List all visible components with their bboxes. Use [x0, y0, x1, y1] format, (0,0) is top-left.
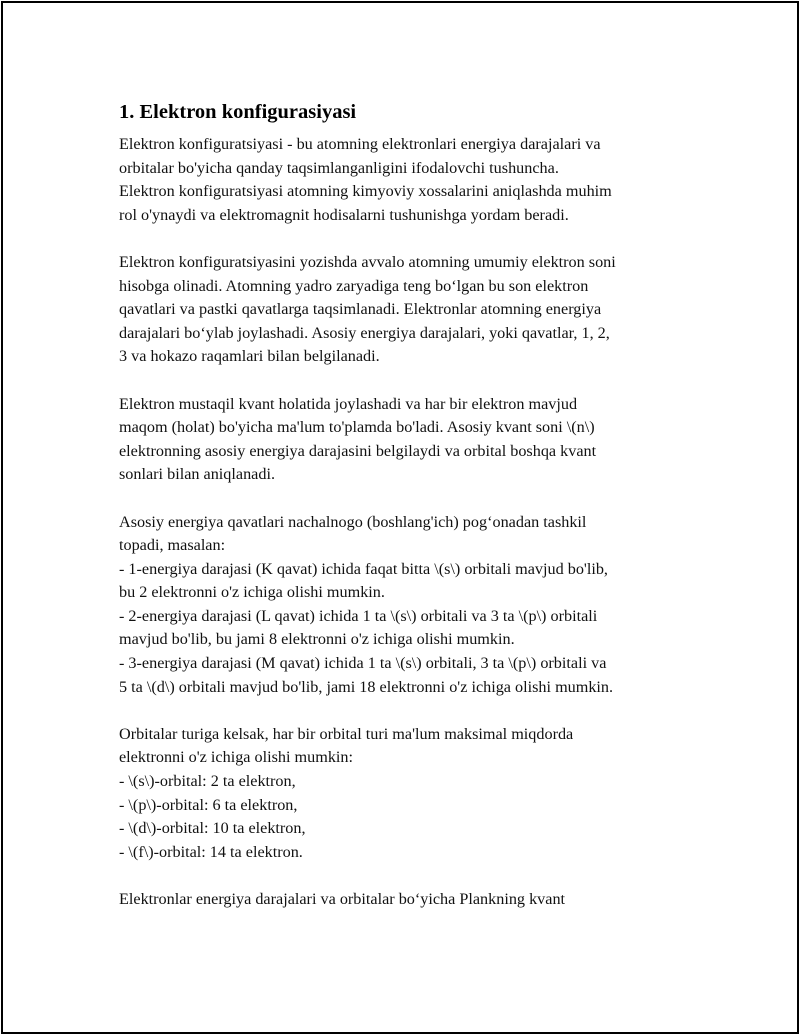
- list-item: - \(d\)-orbital: 10 ta elektron,: [119, 819, 306, 838]
- paragraph-planck: [119, 888, 699, 912]
- text-line: elektronning asosiy energiya darajasini belgilaydi va orbital boshqa kvant: [119, 441, 597, 460]
- text-line: Elektron mustaqil kvant holatida joylashadi va har bir elektron mavjud: [119, 394, 578, 413]
- list-item: - 1-energiya darajasi (K qavat) ichida faqat bitta \(s\) orbitali mavjud bo'lib,: [119, 559, 608, 578]
- paragraph-quantum-state: [119, 393, 699, 487]
- list-item: - \(f\)-orbital: 14 ta elektron.: [119, 842, 303, 861]
- document-page: [1, 1, 799, 1034]
- text-line: maqom (holat) bo'yicha ma'lum to'plamda bo'ladi. Asosiy kvant soni \(n\): [119, 418, 595, 437]
- list-item: - 2-energiya darajasi (L qavat) ichida 1 ta \(s\) orbitali va 3 ta \(p\) orbitali: [119, 606, 598, 625]
- text-line: Elektronlar energiya darajalari va orbitalar bo‘yicha Plankning kvant: [119, 890, 566, 908]
- text-line: hisobga olinadi. Atomning yadro zaryadiga teng bo‘lgan bu son elektron: [119, 276, 589, 295]
- text-line: bu 2 elektronni o'z ichiga olishi mumkin.: [119, 583, 385, 602]
- text-line: Elektron konfiguratsiyasi - bu atomning elektronlari energiya darajalari va: [119, 135, 601, 153]
- list-item: - 3-energiya darajasi (M qavat) ichida 1 ta \(s\) orbitali, 3 ta \(p\) orbitali va: [119, 654, 607, 673]
- text-line: Elektron konfiguratsiyasini yozishda avvalo atomning umumiy elektron soni: [119, 252, 616, 271]
- list-item: - \(p\)-orbital: 6 ta elektron,: [119, 795, 298, 814]
- paragraph-energy-levels: [119, 511, 699, 700]
- text-line: topadi, masalan:: [119, 536, 226, 555]
- paragraph-orbital-types: [119, 723, 699, 865]
- text-line: mavjud bo'lib, bu jami 8 elektronni o'z ichiga olishi mumkin.: [119, 630, 515, 649]
- text-line: qavatlari va pastki qavatlarga taqsimlanadi. Elektronlar atomning energiya: [119, 300, 602, 319]
- text-line: Asosiy energiya qavatlari nachalnogo (boshlang'ich) pog‘onadan tashkil: [119, 512, 587, 531]
- section-heading: 1. Elektron konfigurasiyasi: [119, 101, 357, 123]
- document-body: [119, 89, 699, 935]
- paragraph-definition: [119, 133, 699, 227]
- text-line: sonlari bilan aniqlanadi.: [119, 465, 275, 484]
- text-line: rol o'ynaydi va elektromagnit hodisalarni tushunishga yordam beradi.: [119, 205, 569, 224]
- text-line: darajalari bo‘ylab joylashadi. Asosiy energiya darajalari, yoki qavatlar, 1, 2,: [119, 323, 610, 342]
- text-line: Orbitalar turiga kelsak, har bir orbital turi ma'lum maksimal miqdorda: [119, 724, 574, 743]
- list-item: - \(s\)-orbital: 2 ta elektron,: [119, 772, 296, 791]
- text-line: 5 ta \(d\) orbitali mavjud bo'lib, jami 18 elektronni o'z ichiga olishi mumkin.: [119, 677, 614, 696]
- paragraph-writing-configuration: [119, 251, 699, 369]
- text-line: 3 va hokazo raqamlari bilan belgilanadi.: [119, 347, 380, 366]
- text-line: elektronni o'z ichiga olishi mumkin:: [119, 748, 353, 767]
- text-line: orbitalar bo'yicha qanday taqsimlanganligini ifodalovchi tushuncha.: [119, 158, 559, 177]
- text-line: Elektron konfiguratsiyasi atomning kimyoviy xossalarini aniqlashda muhim: [119, 182, 612, 201]
